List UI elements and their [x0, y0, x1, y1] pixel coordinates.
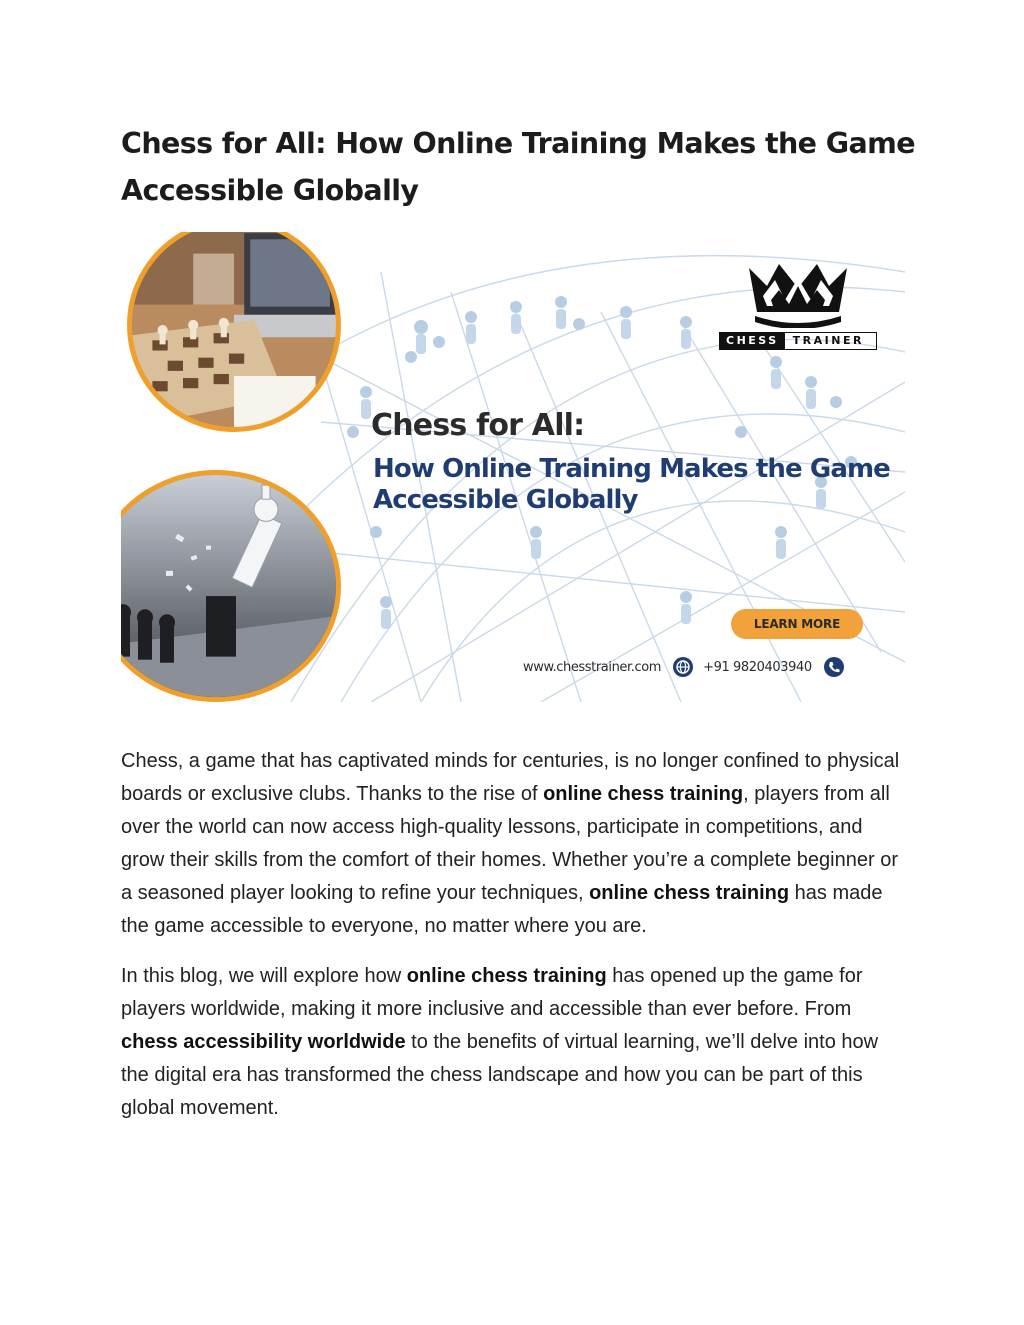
text-span: Chess, a game that has captivated minds for centuries, is no longer confined to physical boards or exclusive clubs. Thanks to the rise of — [121, 750, 900, 805]
text-span: to the benefits of virtual learning, we’ll delve into how the digital era has transformed the chess landscape and how you can be part of this global movement. — [121, 1031, 879, 1119]
learn-more-button[interactable]: LEARN MORE — [731, 609, 863, 639]
hero-banner — [121, 232, 905, 702]
keyword-bold: chess accessibility worldwide — [121, 1031, 406, 1053]
keyword-bold: online chess training — [589, 882, 790, 904]
paragraph-blog-overview — [121, 960, 911, 1125]
page-title: Chess for All: How Online Training Makes the Game Accessible Globally — [121, 127, 915, 207]
text-span: has made the game accessible to everyone, no matter where you are. — [121, 882, 883, 937]
phone-number[interactable]: +91 9820403940 — [703, 659, 812, 675]
logo-wordmark — [719, 332, 877, 350]
banner-heading: Chess for All: — [371, 408, 585, 443]
text-span: , players from all over the world can now access high-quality lessons, participate in competitions, and grow their skills from the comfort of their homes. Whether you’re a complete beginner or a seasoned player looking to refine your techniques, — [121, 783, 898, 904]
logo-word-chess: CHESS — [720, 333, 785, 349]
logo-word-trainer: TRAINER — [792, 334, 864, 347]
keyword-bold: online chess training — [406, 965, 607, 987]
phone-icon — [824, 657, 844, 677]
paragraph-intro — [121, 745, 911, 943]
keyword-bold: online chess training — [543, 783, 744, 805]
website-link[interactable]: www.chesstrainer.com — [523, 659, 662, 675]
banner-contact-row — [523, 654, 854, 680]
banner-subheading: How Online Training Makes the Game Accessible Globally — [373, 454, 890, 515]
article-body — [121, 745, 911, 1142]
text-span: has opened up the game for players worldwide, making it more inclusive and accessible than ever before. From — [121, 965, 863, 1020]
text-span: In this blog, we will explore how — [121, 965, 407, 987]
globe-icon — [673, 657, 693, 677]
crown-icon — [745, 256, 851, 328]
